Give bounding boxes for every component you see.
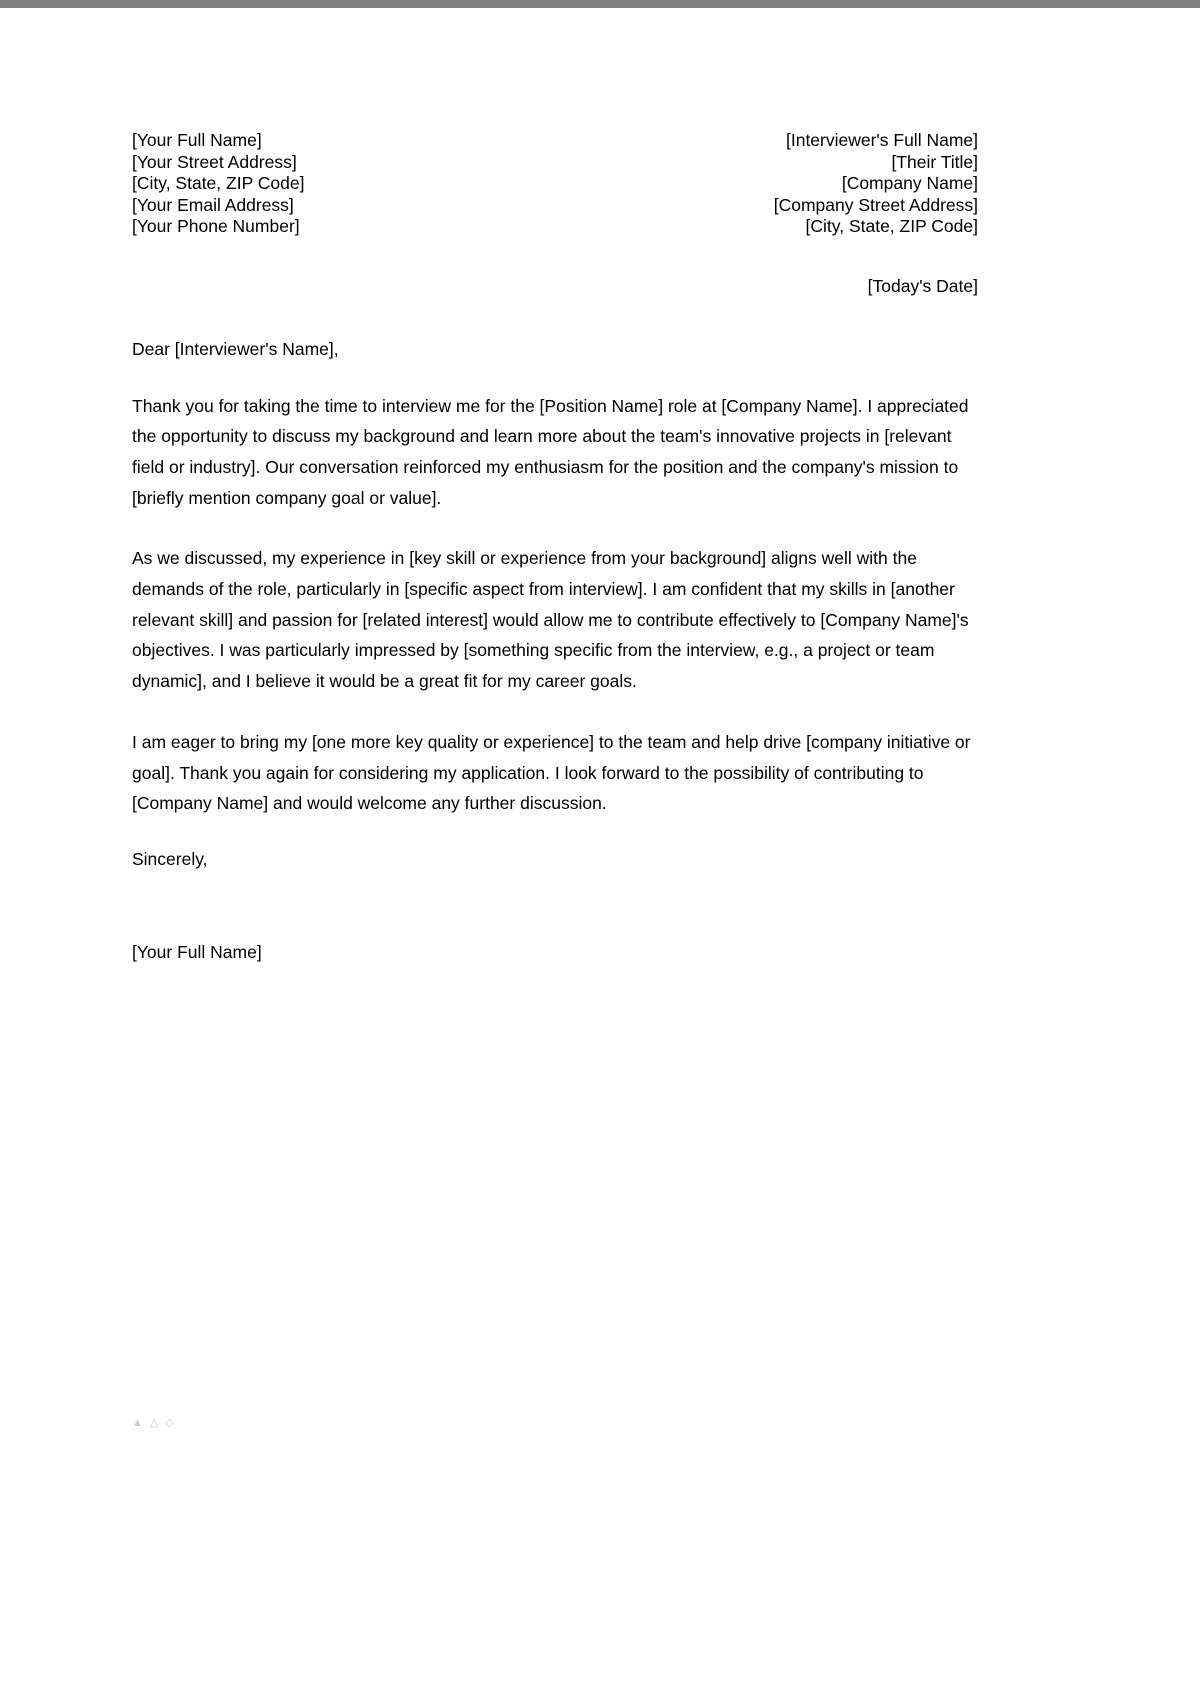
letter-sheet [0, 8, 1097, 1697]
letter-paragraph-3: I am eager to bring my [one more key quality or experience] to the team and help drive [company initiative or goal]. Thank you again for considering my application. I look forward to the possibility of contributing to [Company Name] and would welcome any further discussion. [132, 731, 971, 814]
recipient-address-block [774, 130, 978, 238]
recipient-address-line: [Their Title] [891, 151, 978, 172]
letter-signature-name: [Your Full Name] [132, 942, 262, 963]
letter-content [132, 130, 978, 964]
sender-address-line: [Your Full Name] [132, 130, 262, 150]
document-page [0, 8, 1200, 1697]
sender-address-line: [City, State, ZIP Code] [132, 173, 305, 193]
recipient-address-line: [City, State, ZIP Code] [805, 216, 978, 236]
recipient-address-line: [Company Street Address] [773, 194, 978, 215]
top-gray-bar [0, 0, 1200, 8]
letter-salutation: Dear [Interviewer's Name], [132, 339, 339, 359]
letter-date: [Today's Date] [867, 275, 978, 296]
sender-address-line: [Your Phone Number] [132, 216, 300, 236]
sender-address-block [132, 130, 304, 238]
sender-address-line: [Your Email Address] [132, 194, 294, 215]
recipient-address-line: [Company Name] [841, 173, 978, 193]
sender-address-line: [Your Street Address] [132, 151, 297, 172]
outline-diamond-icon: ◇ [165, 1417, 174, 1429]
address-header [132, 130, 978, 238]
letter-paragraph-2: As we discussed, my experience in [key skill or experience from your background] aligns well with the demands of the role, particularly in [specific aspect from interview]. I am confident that my skills in [another relevant skill] and passion for [related interest] would allow me to contribute effectively to [Company Name]'s objectives. I was particularly impressed by [something specific from the interview, e.g., a project or team dynamic], and I believe it would be a great fit for my career goals. [132, 548, 969, 692]
footer-marks [132, 1418, 174, 1429]
letter-paragraph-1: Thank you for taking the time to interview me for the [Position Name] role at [Company Name]. I appreciated the opportunity to discuss my background and learn more about the team's innovative projects in [relevant field or industry]. Our conversation reinforced my enthusiasm for the position and the company's mission to [briefly mention company goal or value]. [132, 395, 969, 508]
letter-closing: Sincerely, [132, 848, 208, 869]
outline-triangle-icon: △ [149, 1417, 159, 1429]
filled-triangle-icon: ▲ [132, 1417, 143, 1429]
recipient-address-line: [Interviewer's Full Name] [785, 130, 978, 150]
